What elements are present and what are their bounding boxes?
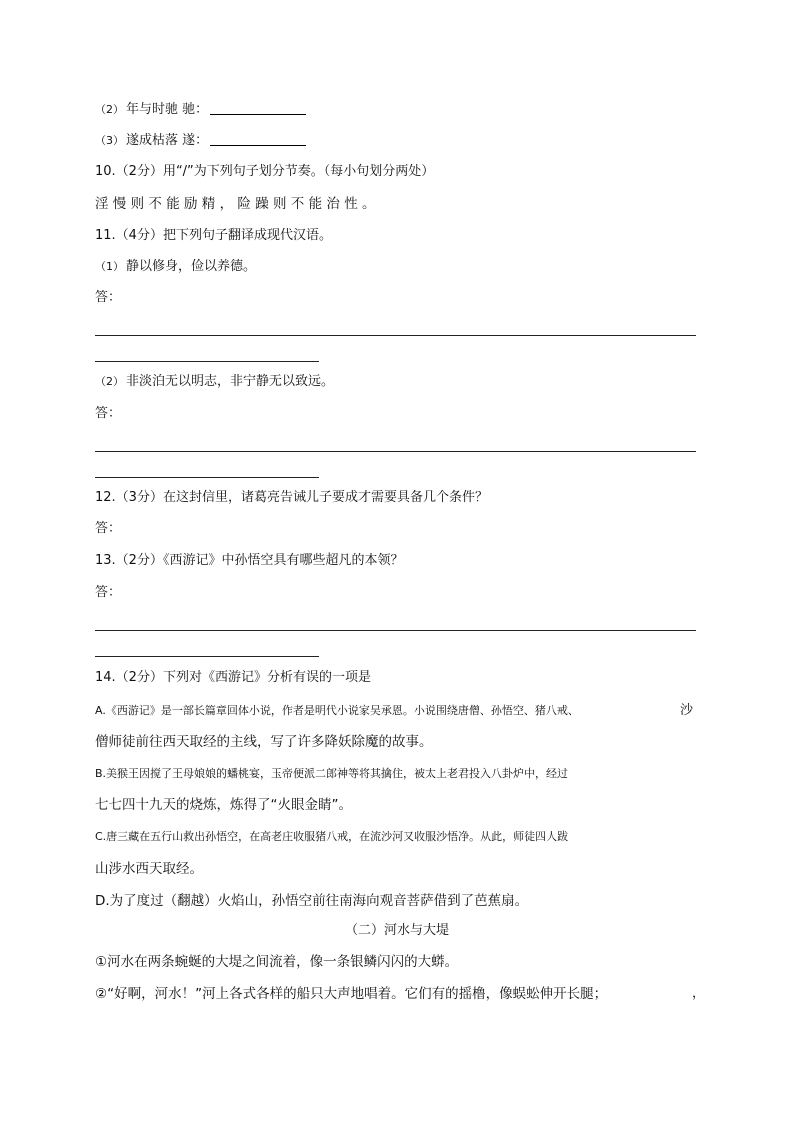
question-11-2	[95, 373, 334, 391]
item-number: （1）	[95, 260, 124, 273]
answer-label: 答：	[95, 585, 122, 600]
option-b[interactable]: B.美猴王因搅了王母娘娘的蟠桃宴，玉帝便派二郎神等将其擒住，被太上老君投入八卦炉中，经过	[95, 767, 569, 780]
paragraph-1: ①河水在两条蜿蜒的大堤之间流着，像一条银鳞闪闪的大蟒。	[95, 954, 459, 970]
option-d[interactable]: D.为了度过（翻越）火焰山，孙悟空前往南海向观音菩萨借到了芭蕉扇。	[95, 893, 529, 909]
answer-line[interactable]	[95, 335, 696, 336]
answer-blank[interactable]	[210, 133, 306, 146]
question-10-title: 10.（2分）用“/”为下列句子划分节奏。（每小句划分两处）	[95, 164, 435, 179]
item-text: 年与时驰 驰：	[126, 102, 209, 117]
answer-line[interactable]	[95, 361, 319, 362]
answer-label: 答：	[95, 290, 122, 305]
option-c-line2: 山涉水西天取经。	[95, 861, 203, 877]
answer-blank[interactable]	[210, 102, 306, 115]
option-a-line2: 僧师徒前往西天取经的主线，写了许多降妖除魔的故事。	[95, 734, 433, 750]
answer-line[interactable]	[95, 477, 319, 478]
item-text: 静以修身，俭以养德。	[126, 259, 257, 274]
question-11-title: 11.（4分）把下列句子翻译成现代汉语。	[95, 228, 332, 243]
paragraph-2-tail: ，	[692, 986, 706, 1001]
option-c[interactable]: C.唐三藏在五行山救出孙悟空，在高老庄收服猪八戒，在流沙河又收服沙悟净。从此，师徒四人跋	[95, 830, 569, 843]
option-b-line2: 七七四十九天的烧炼，炼得了“火眼金睛”。	[95, 797, 352, 813]
item-number: （3）	[95, 134, 124, 147]
option-a-tail: 沙	[680, 703, 694, 718]
item-text: 非淡泊无以明志，非宁静无以致远。	[126, 374, 335, 389]
question-10-sentence: 淫慢则不能励精，险躁则不能治性。	[95, 196, 380, 212]
answer-line[interactable]	[95, 451, 696, 452]
answer-label: 答：	[95, 521, 122, 536]
item-text: 遂成枯落 遂：	[126, 133, 209, 148]
question-14-title: 14.（2分）下列对《西游记》分析有误的一项是	[95, 670, 371, 685]
question-11-1	[95, 258, 256, 276]
question-9-3	[95, 132, 306, 150]
option-a[interactable]: A.《西游记》是一部长篇章回体小说，作者是明代小说家吴承恩。小说围绕唐僧、孙悟空、猪八戒、	[95, 704, 579, 717]
question-12-title: 12.（3分）在这封信里，诸葛亮告诫儿子要成才需要具备几个条件？	[95, 490, 488, 505]
question-9-2	[95, 101, 306, 119]
item-number: （2）	[95, 103, 124, 116]
answer-label: 答：	[95, 406, 122, 421]
paragraph-2: ②“好啊，河水！”河上各式各样的船只大声地唱着。它们有的摇橹，像蜈蚣伸开长腿；	[95, 986, 608, 1002]
answer-line[interactable]	[95, 656, 319, 657]
answer-line[interactable]	[95, 630, 696, 631]
section-title: （二）河水与大堤	[344, 923, 449, 938]
item-number: （2）	[95, 375, 124, 388]
question-13-title: 13.（2分）《西游记》中孙悟空具有哪些超凡的本领？	[95, 553, 404, 568]
